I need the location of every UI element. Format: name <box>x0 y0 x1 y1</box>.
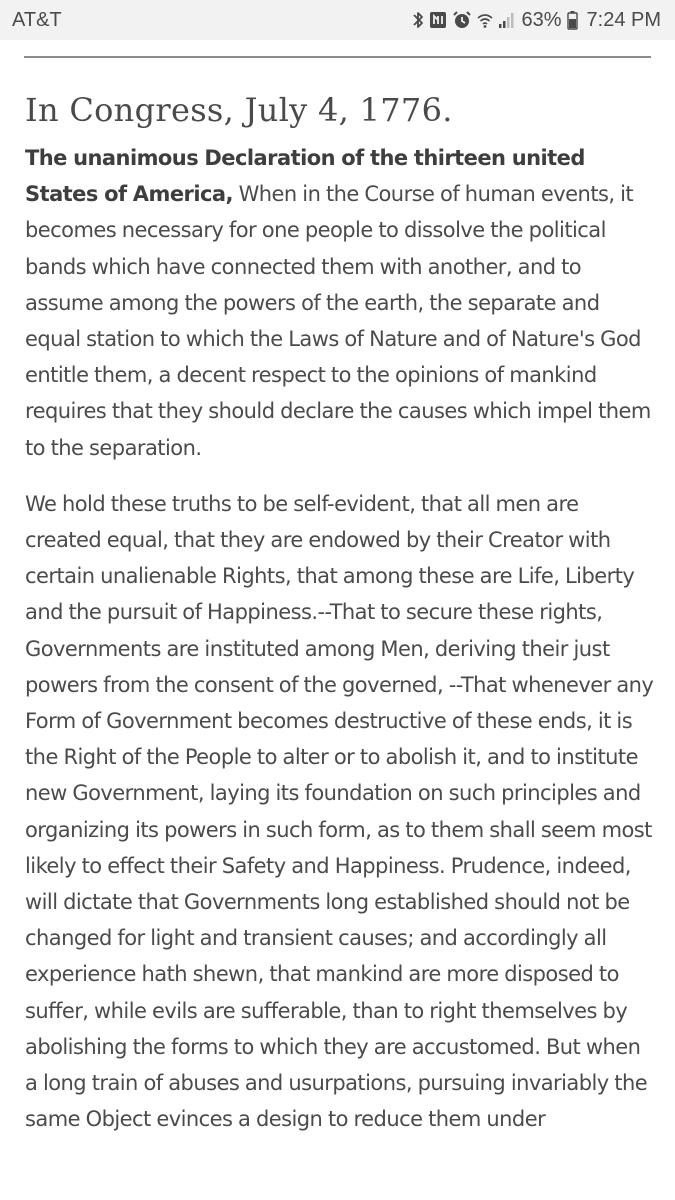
paragraph-truths <box>25 486 655 1138</box>
article <box>25 84 655 1137</box>
paragraph-text: When in the Course of human events, it becomes necessary for one people to dissolve the political bands which have connected them with another, and to assume among the powers of the earth, the separate and equal station to which the Laws of Nature and of Nature's God entitle them, a decent respect to the opinions of mankind requires that they should declare the causes which impel them to the separation. <box>25 182 651 460</box>
battery-percent: 63% <box>521 8 562 31</box>
nfc-icon <box>429 11 447 29</box>
battery-icon <box>567 10 578 30</box>
page-title: In Congress, July 4, 1776. <box>25 91 453 129</box>
status-icons <box>412 9 661 32</box>
carrier-name: AT&T <box>12 8 62 31</box>
bluetooth-icon <box>412 10 424 30</box>
signal-icon <box>498 11 514 29</box>
paragraph-preamble <box>25 140 655 466</box>
status-bar <box>0 0 675 40</box>
paragraph-text: We hold these truths to be self-evident, that all men are created equal, that they are endowed by their Creator with certain unalienable Rights, that among these are Life, Liberty and the pursuit of Happiness.--That to secure these rights, Governments are instituted among Men, deriving their just powers from the consent of the governed, --That whenever any Form of Government becomes destructive of these ends, it is the Right of the People to alter or to abolish it, and to institute new Government, laying its foundation on such principles and organizing its powers in such form, as to them shall seem most likely to effect their Safety and Happiness. Prudence, indeed, will dictate that Governments long established should not be changed for light and transient causes; and accordingly all experience hath shewn, that mankind are more disposed to suffer, while evils are sufferable, than to right themselves by abolishing the forms to which they are accustomed. But when a long train of abuses and usurpations, pursuing invariably the same Object evinces a design to reduce them under <box>25 491 654 1132</box>
clock: 7:24 PM <box>586 8 661 31</box>
paragraph-lead: The unanimous Declaration of the thirteen united States of America, <box>25 146 585 207</box>
header-divider <box>24 56 651 58</box>
wifi-icon <box>477 10 493 30</box>
alarm-icon <box>452 10 472 30</box>
